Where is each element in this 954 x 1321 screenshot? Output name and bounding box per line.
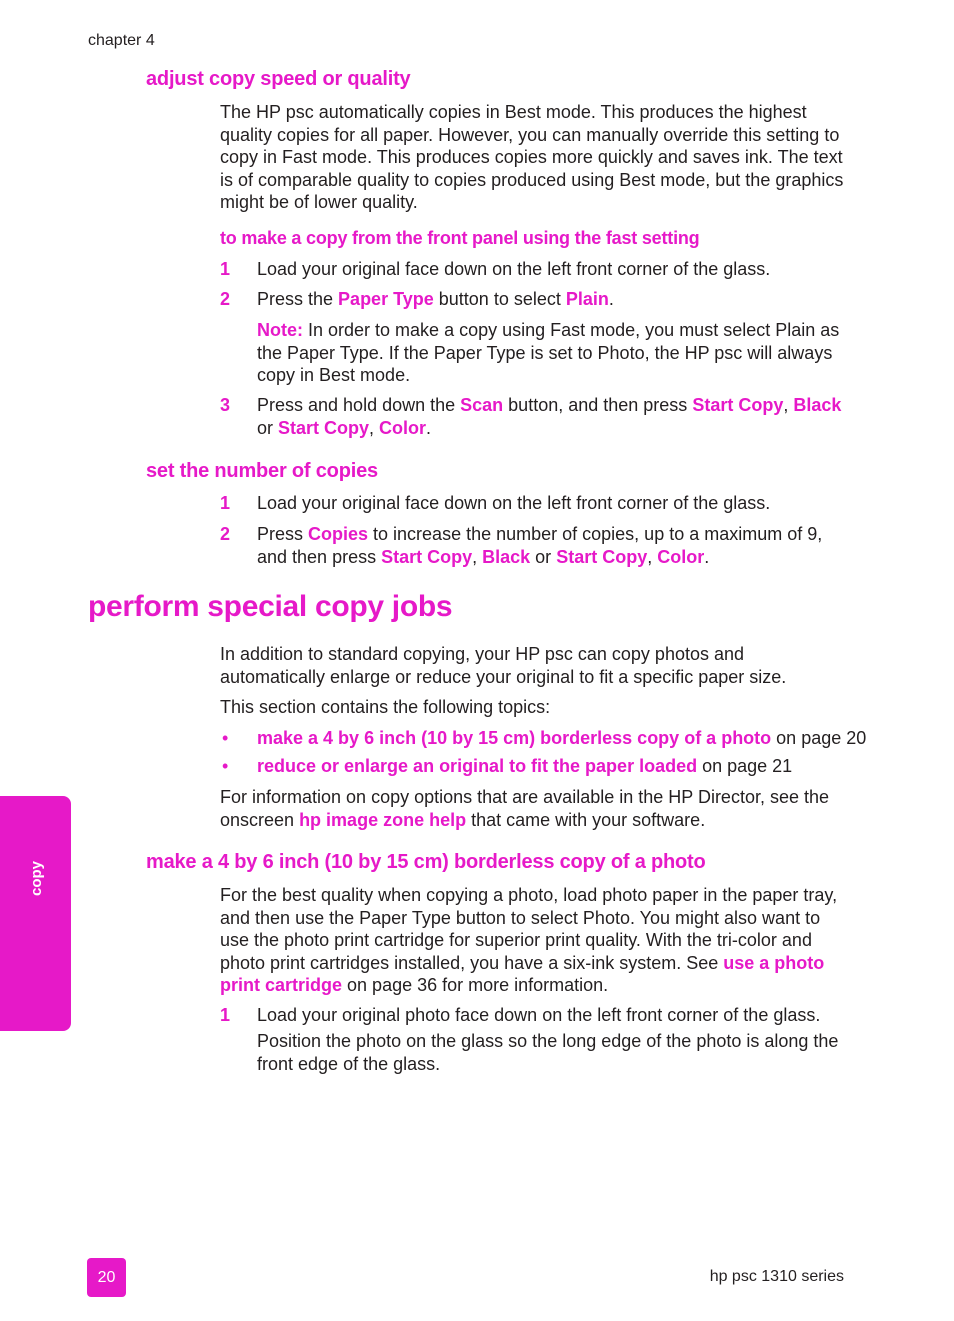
scan-button-ref: Scan bbox=[460, 395, 504, 415]
chapter-label: chapter 4 bbox=[88, 32, 155, 49]
plain-option-ref: Plain bbox=[565, 289, 609, 309]
start-copy-ref: Start Copy bbox=[692, 395, 784, 415]
page-number-badge: 20 bbox=[87, 1258, 126, 1297]
step-number: 1 bbox=[220, 259, 231, 279]
bullet-icon: • bbox=[222, 728, 229, 748]
note-label: Note: bbox=[257, 320, 303, 340]
step-text: Load your original face down on the left front corner of the glass. bbox=[257, 259, 771, 279]
page-title: perform special copy jobs bbox=[88, 590, 453, 623]
subheading-fast-setting: to make a copy from the front panel using the fast setting bbox=[220, 228, 700, 248]
link-image-zone-help[interactable]: hp image zone help bbox=[299, 809, 467, 830]
step-number: 1 bbox=[220, 493, 231, 513]
link-reduce-enlarge[interactable]: reduce or enlarge an original to fit the paper loaded bbox=[257, 756, 698, 776]
link-photo-cartridge[interactable]: use a photo print cartridge bbox=[220, 952, 825, 995]
step-text: Press and hold down the Scan button, and then press Start Copy, Black or Start Copy, Color. bbox=[257, 395, 842, 438]
note-text: In order to make a copy using Fast mode, you must select Plain as the Paper Type. If the Paper Type is set to Photo, the HP psc will always copy in Best mode. bbox=[257, 320, 840, 385]
step-text: Load your original face down on the left front corner of the glass. bbox=[257, 493, 771, 513]
step-number: 2 bbox=[220, 289, 231, 309]
black-ref: Black bbox=[793, 395, 842, 415]
start-copy-ref: Start Copy bbox=[556, 546, 648, 567]
step-number: 3 bbox=[220, 395, 231, 415]
paper-type-button-ref: Paper Type bbox=[338, 289, 434, 309]
start-copy-ref: Start Copy bbox=[278, 417, 370, 438]
step-text: Load your original photo face down on the left front corner of the glass. bbox=[257, 1005, 821, 1025]
section-heading-number: set the number of copies bbox=[146, 460, 378, 482]
side-tab-label: copy bbox=[28, 860, 45, 896]
section-heading-borderless: make a 4 by 6 inch (10 by 15 cm) borderless copy of a photo bbox=[146, 851, 706, 873]
step-text: Press Copies to increase the number of copies, up to a maximum of 9, and then press Start Copy, Black or Start Copy, Color. bbox=[257, 524, 823, 567]
copies-button-ref: Copies bbox=[308, 524, 369, 544]
start-copy-ref: Start Copy bbox=[381, 546, 473, 567]
step-text: Press the Paper Type button to select Plain. bbox=[257, 289, 614, 309]
step-detail-text: Position the photo on the glass so the long edge of the photo is along the front edge of the glass. bbox=[257, 1031, 839, 1074]
chapter-side-tab bbox=[0, 796, 71, 1031]
black-ref: Black bbox=[482, 546, 531, 567]
section-heading-adjust: adjust copy speed or quality bbox=[146, 68, 411, 90]
topics-intro: This section contains the following topics: bbox=[220, 697, 551, 717]
product-name: hp psc 1310 series bbox=[709, 1268, 844, 1285]
borderless-body: For the best quality when copying a photo, load photo paper in the paper tray, and then use the Paper Type button to select Photo. You might also want to use the photo print cartridge for superior print quality. With the tri-color and photo print cartridges installed, you have a six-ink system. See use a photo print cartridge on page 36 for more information. bbox=[220, 885, 838, 995]
color-ref: Color bbox=[657, 546, 705, 567]
step-number: 2 bbox=[220, 524, 231, 544]
bullet-icon: • bbox=[222, 756, 229, 776]
link-borderless-copy[interactable]: make a 4 by 6 inch (10 by 15 cm) borderless copy of a photo bbox=[257, 728, 772, 748]
color-ref: Color bbox=[379, 417, 427, 438]
special-intro: In addition to standard copying, your HP psc can copy photos and automatically enlarge or reduce your original to fit a specific paper size. bbox=[220, 644, 787, 687]
step-number: 1 bbox=[220, 1005, 231, 1025]
adjust-body: The HP psc automatically copies in Best mode. This produces the highest quality copies for all paper. However, you can manually override this setting to copy in Fast mode. This produces copies more quickly and saves ink. The text is of comparable quality to copies produced using Best mode, but the graphics might be of lower quality. bbox=[220, 102, 844, 212]
director-info: For information on copy options that are available in the HP Director, see the onscreen hp image zone help that came with your software. bbox=[220, 787, 830, 830]
